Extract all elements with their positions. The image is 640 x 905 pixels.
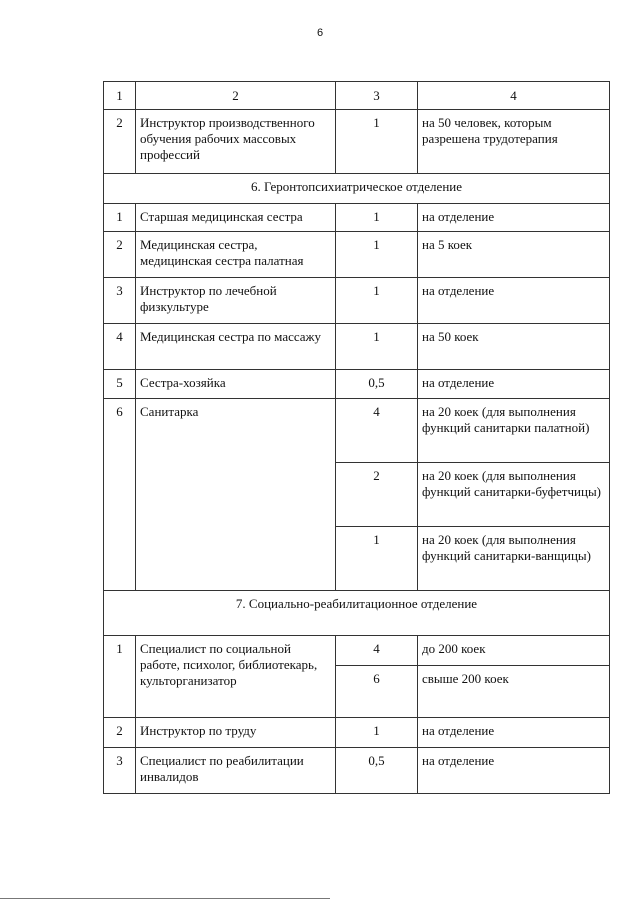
- section-row: [104, 174, 610, 204]
- staff-count: 0,5: [336, 370, 418, 399]
- table-row: [104, 110, 610, 174]
- row-number: 1: [104, 636, 136, 718]
- staff-count: 1: [336, 232, 418, 278]
- table-row: [104, 636, 610, 666]
- staffing-basis: на 20 коек (для выполнения функций санитарки палатной): [418, 399, 610, 463]
- position-name: Инструктор по труду: [136, 718, 336, 748]
- footer-rule: [0, 898, 330, 899]
- staff-count: 1: [336, 204, 418, 232]
- staff-count: 2: [336, 463, 418, 527]
- header-cell-1: 1: [104, 82, 136, 110]
- section-title: 7. Социально-реабилитационное отделение: [104, 591, 610, 636]
- staffing-basis: на отделение: [418, 204, 610, 232]
- staff-count: 4: [336, 636, 418, 666]
- table-header-row: [104, 82, 610, 110]
- staff-count: 1: [336, 718, 418, 748]
- staffing-basis: на 20 коек (для выполнения функций санитарки-буфетчицы): [418, 463, 610, 527]
- table-row: [104, 324, 610, 370]
- row-number: 4: [104, 324, 136, 370]
- row-number: 2: [104, 232, 136, 278]
- staffing-basis: на 5 коек: [418, 232, 610, 278]
- table-row: [104, 718, 610, 748]
- staff-count: 1: [336, 527, 418, 591]
- position-name: Специалист по реабилитации инвалидов: [136, 748, 336, 794]
- staffing-table: [103, 81, 610, 794]
- row-number: 5: [104, 370, 136, 399]
- section-row: [104, 591, 610, 636]
- table-row: [104, 278, 610, 324]
- staff-count: 4: [336, 399, 418, 463]
- staffing-basis: на 50 человек, которым разрешена трудотерапия: [418, 110, 610, 174]
- staffing-basis: свыше 200 коек: [418, 666, 610, 718]
- staff-count: 1: [336, 324, 418, 370]
- table-row: [104, 399, 610, 463]
- position-name: Медицинская сестра, медицинская сестра палатная: [136, 232, 336, 278]
- table-row: [104, 204, 610, 232]
- staffing-basis: на отделение: [418, 718, 610, 748]
- section-title: 6. Геронтопсихиатрическое отделение: [104, 174, 610, 204]
- row-number: 3: [104, 278, 136, 324]
- row-number: 6: [104, 399, 136, 591]
- position-name: Медицинская сестра по массажу: [136, 324, 336, 370]
- header-cell-3: 3: [336, 82, 418, 110]
- staffing-basis: до 200 коек: [418, 636, 610, 666]
- staff-count: 1: [336, 278, 418, 324]
- header-cell-2: 2: [136, 82, 336, 110]
- page-number: 6: [316, 27, 324, 39]
- row-number: 2: [104, 718, 136, 748]
- row-number: 3: [104, 748, 136, 794]
- table-row: [104, 232, 610, 278]
- row-number: 1: [104, 204, 136, 232]
- position-name: Инструктор производственного обучения рабочих массовых профессий: [136, 110, 336, 174]
- staffing-basis: на 20 коек (для выполнения функций санитарки-ванщицы): [418, 527, 610, 591]
- position-name: Старшая медицинская сестра: [136, 204, 336, 232]
- staff-count: 0,5: [336, 748, 418, 794]
- position-name: Специалист по социальной работе, психолог, библиотекарь, культорганизатор: [136, 636, 336, 718]
- staffing-basis: на отделение: [418, 278, 610, 324]
- table-row: [104, 370, 610, 399]
- staff-count: 6: [336, 666, 418, 718]
- staff-count: 1: [336, 110, 418, 174]
- header-cell-4: 4: [418, 82, 610, 110]
- position-name: Санитарка: [136, 399, 336, 591]
- table-row: [104, 748, 610, 794]
- position-name: Сестра-хозяйка: [136, 370, 336, 399]
- position-name: Инструктор по лечебной физкультуре: [136, 278, 336, 324]
- staffing-basis: на отделение: [418, 370, 610, 399]
- row-number: 2: [104, 110, 136, 174]
- staffing-basis: на отделение: [418, 748, 610, 794]
- staffing-basis: на 50 коек: [418, 324, 610, 370]
